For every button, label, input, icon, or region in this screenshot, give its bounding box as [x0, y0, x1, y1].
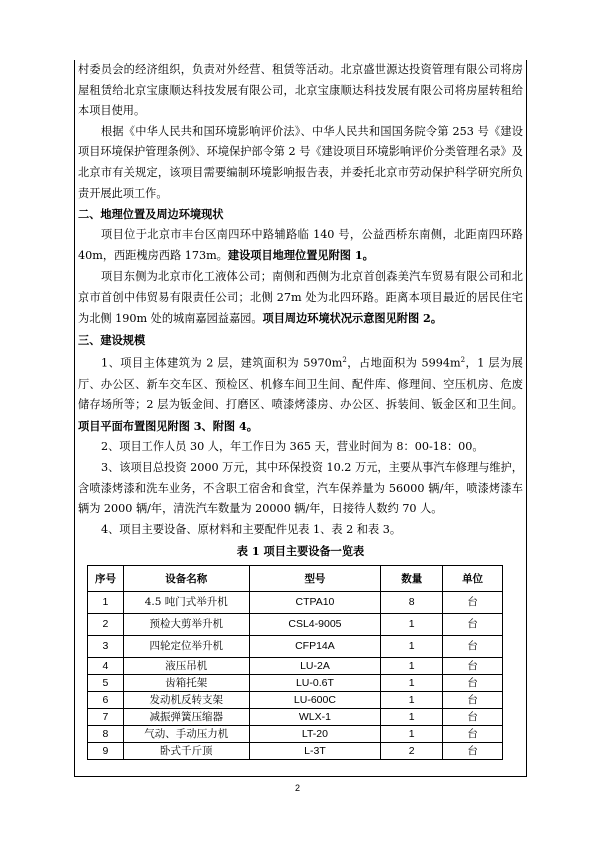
table-row — [88, 636, 503, 658]
cell-index: 1 — [88, 592, 124, 614]
cell-equipment-name: 4.5 吨门式举升机 — [123, 592, 249, 614]
surroundings-figure-ref: 项目周边环境状况示意图见附图 2。 — [262, 311, 443, 326]
cell-model: LU-0.6T — [249, 675, 381, 692]
cell-quantity: 1 — [381, 658, 443, 675]
header-index: 序号 — [88, 566, 124, 592]
cell-quantity: 1 — [381, 614, 443, 636]
paragraph-investment: 3、该项目总投资 2000 万元，其中环保投资 10.2 万元，主要从事汽车修理与维护，含喷漆烤漆和洗车业务，不含职工宿舍和食堂，汽车保养量为 56000 辆/年，喷漆烤漆车辆为 2000 辆/年，清洗汽车数量为 20000 辆/年，日接待人数约 70 人。 — [78, 461, 523, 516]
surroundings-text: 项目东侧为北京市化工液体公司；南侧和西侧为北京首创森美汽车贸易有限公司和北京市首创中伟贸易有限责任公司；北侧 27m 处为北四环路。距离本项目最近的居民住宅为北侧 190m 处的城南嘉园益嘉园。 — [78, 269, 523, 326]
cell-index: 4 — [88, 658, 124, 675]
cell-model: CSL4-9005 — [249, 614, 381, 636]
cell-unit: 台 — [443, 614, 503, 636]
cell-index: 5 — [88, 675, 124, 692]
table-row — [88, 614, 503, 636]
paragraph-location — [78, 225, 523, 267]
cell-unit: 台 — [443, 726, 503, 743]
section-heading-scale: 三、建设规模 — [78, 332, 146, 347]
table-row — [88, 592, 503, 614]
building-text-c: ，1 层为展厅、办公区、新车交车区、预检区、机修车间卫生间、配件库、修理间、空压机房、危废储存场所等；2 层为钣金间、打磨区、喷漆烤漆房、办公区、拆装间、钣金区和卫生间。 — [78, 357, 523, 412]
equipment-table — [87, 565, 503, 760]
paragraph-equipment-intro: 4、项目主要设备、原材料和主要配件见表 1、表 2 和表 3。 — [101, 522, 402, 536]
cell-equipment-name: 齿箱托架 — [123, 675, 249, 692]
table-row — [88, 675, 503, 692]
paragraph-legal-basis: 根据《中华人民共和国环境影响评价法》、中华人民共和国国务院令第 253 号《建设项目环境保护管理条例》、环境保护部令第 2 号《建设项目环境影响评价分类管理名录》及北京市有关规定，该项目需要编制环境影响报告表，并委托北京市劳动保护科学研究所负责开展此项工作。 — [78, 124, 523, 200]
table-row — [88, 726, 503, 743]
paragraph-intro-continued: 村委员会的经济组织，负责对外经营、租赁等活动。北京盛世源达投资管理有限公司将房屋租赁给北京宝康顺达科技发展有限公司，北京宝康顺达科技发展有限公司将房屋转租给本项目使用。 — [78, 63, 523, 118]
cell-quantity: 1 — [381, 692, 443, 709]
layout-figure-ref: 项目平面布置图见附图 3、附图 4。 — [78, 418, 258, 433]
paragraph-staff: 2、项目工作人员 30 人，年工作日为 365 天，营业时间为 8：00-18：00。 — [101, 440, 484, 454]
cell-quantity: 1 — [381, 675, 443, 692]
area-superscript-2: 2 — [460, 356, 466, 365]
cell-index: 8 — [88, 726, 124, 743]
table-row — [88, 743, 503, 760]
table-caption: 表 1 项目主要设备一览表 — [236, 544, 365, 559]
paragraph-building — [78, 350, 523, 437]
cell-unit: 台 — [443, 675, 503, 692]
cell-equipment-name: 预检大剪举升机 — [123, 614, 249, 636]
page-number: 2 — [294, 783, 300, 793]
cell-index: 2 — [88, 614, 124, 636]
cell-model: LT-20 — [249, 726, 381, 743]
cell-unit: 台 — [443, 743, 503, 760]
section-heading-location: 二、地理位置及周边环境现状 — [78, 207, 224, 222]
header-model: 型号 — [249, 566, 381, 592]
cell-model: L-3T — [249, 743, 381, 760]
table-header-row — [88, 566, 503, 592]
cell-model: LU-600C — [249, 692, 381, 709]
cell-equipment-name: 四轮定位举升机 — [123, 636, 249, 658]
cell-unit: 台 — [443, 692, 503, 709]
cell-quantity: 1 — [381, 636, 443, 658]
cell-unit: 台 — [443, 658, 503, 675]
cell-quantity: 1 — [381, 709, 443, 726]
cell-equipment-name: 发动机反转支架 — [123, 692, 249, 709]
header-unit: 单位 — [443, 566, 503, 592]
cell-equipment-name: 气动、手动压力机 — [123, 726, 249, 743]
location-figure-ref: 建设项目地理位置见附图 1。 — [227, 248, 374, 263]
cell-model: LU-2A — [249, 658, 381, 675]
cell-unit: 台 — [443, 592, 503, 614]
building-text-a: 1、项目主体建筑为 2 层，建筑面积为 5970m — [101, 357, 343, 371]
cell-index: 6 — [88, 692, 124, 709]
cell-index: 7 — [88, 709, 124, 726]
cell-model: CFP14A — [249, 636, 381, 658]
cell-unit: 台 — [443, 636, 503, 658]
cell-unit: 台 — [443, 709, 503, 726]
cell-index: 3 — [88, 636, 124, 658]
building-text-b: ，占地面积为 5994m — [346, 357, 461, 371]
header-quantity: 数量 — [381, 566, 443, 592]
cell-model: CTPA10 — [249, 592, 381, 614]
document-body — [78, 60, 523, 760]
table-row — [88, 658, 503, 675]
cell-index: 9 — [88, 743, 124, 760]
cell-quantity: 8 — [381, 592, 443, 614]
cell-quantity: 1 — [381, 726, 443, 743]
area-superscript-1: 2 — [342, 356, 347, 365]
cell-quantity: 2 — [381, 743, 443, 760]
cell-model: WLX-1 — [249, 709, 381, 726]
cell-equipment-name: 卧式千斤顶 — [123, 743, 249, 760]
location-text: 项目位于北京市丰台区南四环中路辅路临 140 号，公益西桥东南侧，北距南四环路 40m，西距槐房西路 173m。 — [78, 227, 523, 263]
table-row — [88, 692, 503, 709]
cell-equipment-name: 液压吊机 — [123, 658, 249, 675]
paragraph-surroundings — [78, 267, 523, 330]
table-row — [88, 709, 503, 726]
header-equipment-name: 设备名称 — [123, 566, 249, 592]
cell-equipment-name: 减振弹簧压缩器 — [123, 709, 249, 726]
